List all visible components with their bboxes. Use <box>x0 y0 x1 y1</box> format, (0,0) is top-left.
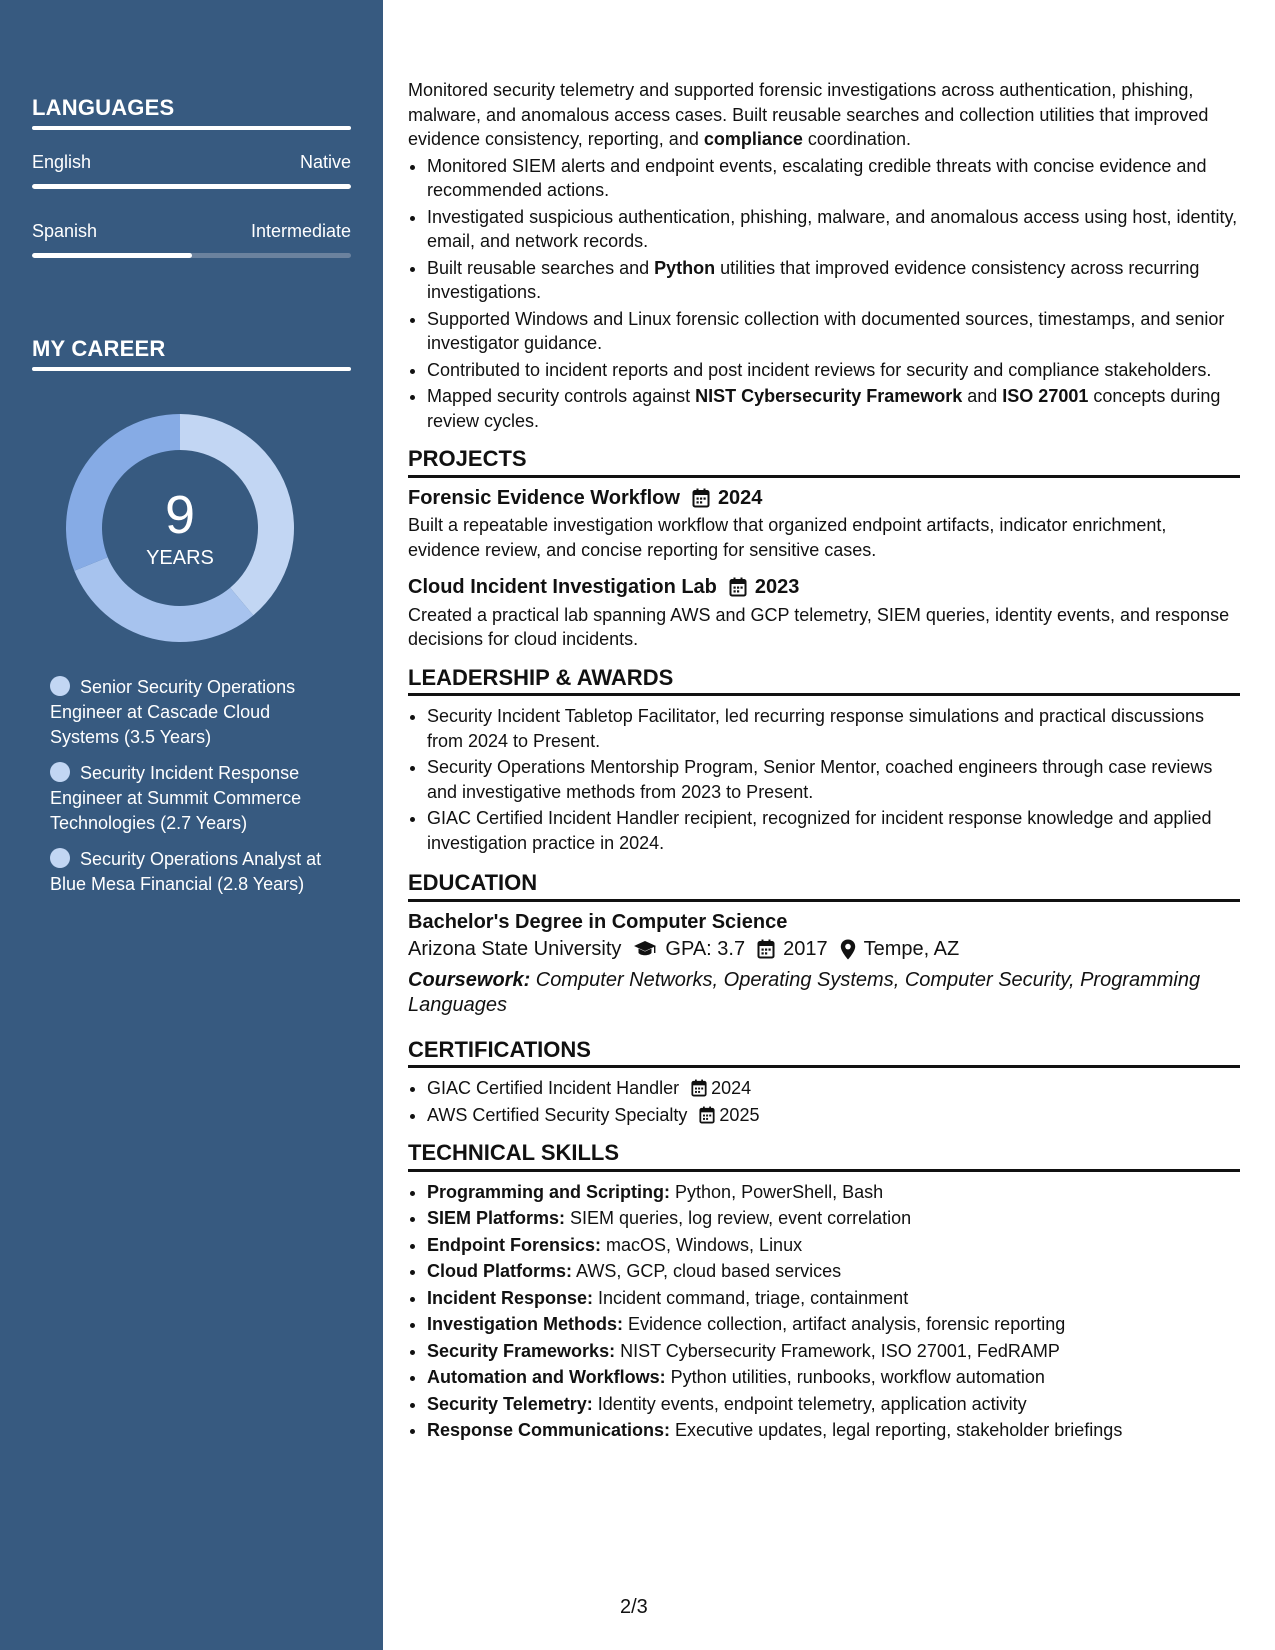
calendar-icon <box>757 939 775 959</box>
experience-bullet: • Mapped security controls against NIST Cybersecurity Framework and ISO 27001 concepts during review cycles. <box>427 384 1240 433</box>
leadership-item: • GIAC Certified Incident Handler recipient, recognized for incident response knowledge and applied investigation practice in 2024. <box>427 806 1240 855</box>
project-title <box>408 575 1240 600</box>
project-description: Built a repeatable investigation workflow that organized endpoint artifacts, indicator enrichment, evidence review, and concise reporting for sensitive cases. <box>408 515 1167 560</box>
experience-bullets <box>408 154 1240 434</box>
skill-value: Identity events, endpoint telemetry, application activity <box>592 1393 1027 1414</box>
skill-value: Evidence collection, artifact analysis, forensic reporting <box>623 1314 1066 1334</box>
project-description: Created a practical lab spanning AWS and GCP telemetry, SIEM queries, identity events, and response decisions for cloud incidents. <box>408 604 1230 649</box>
experience-summary: Monitored security telemetry and supported forensic investigations across authentication, phishing, malware, and anomalous access cases. Built reusable searches and collection utilities that improved evidence consistency, reporting, and compliance coordination. <box>408 80 1209 149</box>
leadership-list <box>408 704 1240 855</box>
skill-label: Incident Response: <box>427 1287 594 1308</box>
language-level: Native <box>299 152 351 172</box>
project-name: Cloud Incident Investigation Lab <box>408 576 717 598</box>
skill-item <box>427 1339 1240 1364</box>
skills-heading: TECHNICAL SKILLS <box>408 1141 1240 1172</box>
language-name: English <box>32 152 92 172</box>
language-proficiency-fill <box>32 184 351 189</box>
total-years: 9 <box>164 484 196 545</box>
certifications-list <box>408 1076 1240 1127</box>
education-degree: Bachelor's Degree in Computer Science <box>408 910 788 933</box>
leadership-item: • Security Incident Tabletop Facilitator, led recurring response simulations and practical discussions from 2024 to Present. <box>427 704 1240 753</box>
skill-label: Response Communications: <box>427 1420 671 1440</box>
project-year: 2023 <box>754 576 800 598</box>
career-item-text: Senior Security Operations Engineer at Cascade Cloud Systems (3.5 Years) <box>50 677 296 747</box>
skill-label: Endpoint Forensics: <box>427 1234 602 1255</box>
skill-item <box>427 1392 1240 1417</box>
language-proficiency-bar <box>32 253 351 258</box>
experience-bullet: • Investigated suspicious authentication, phishing, malware, and anomalous access using host, identity, email, and network records. <box>427 205 1240 254</box>
education-gpa: GPA: 3.7 <box>665 938 746 960</box>
language-level: Intermediate <box>250 221 351 241</box>
career-item-text: Security Operations Analyst at Blue Mesa Financial (2.8 Years) <box>50 849 322 894</box>
certification-item <box>427 1103 1240 1128</box>
experience-bullet: • Monitored SIEM alerts and endpoint events, escalating credible threats with concise evidence and recommended actions. <box>427 154 1240 203</box>
education-location: Tempe, AZ <box>863 938 960 960</box>
skill-value: AWS, GCP, cloud based services <box>572 1261 842 1281</box>
skill-item <box>427 1259 1240 1284</box>
skill-item <box>427 1365 1240 1390</box>
education-school: Arizona State University <box>408 938 622 960</box>
skill-item <box>427 1180 1240 1205</box>
skill-value: Executive updates, legal reporting, stakeholder briefings <box>670 1420 1123 1440</box>
language-proficiency-bar <box>32 184 351 189</box>
main-content <box>408 78 1240 1445</box>
calendar-icon <box>692 488 710 508</box>
skill-value: SIEM queries, log review, event correlation <box>565 1208 912 1228</box>
experience-bullet: • Built reusable searches and Python utilities that improved evidence consistency across recurring investigations. <box>427 256 1240 305</box>
skill-value: NIST Cybersecurity Framework, ISO 27001, FedRAMP <box>615 1340 1060 1361</box>
career-item <box>50 847 330 897</box>
language-proficiency-fill <box>32 253 192 258</box>
language-row <box>32 221 351 242</box>
skill-label: Programming and Scripting: <box>427 1181 671 1202</box>
certification-name: • GIAC Certified Incident Handler <box>427 1078 680 1098</box>
certification-name: • AWS Certified Security Specialty <box>427 1104 688 1125</box>
skill-label: Investigation Methods: <box>427 1314 624 1334</box>
skill-value: macOS, Windows, Linux <box>601 1234 803 1255</box>
calendar-icon <box>691 1079 707 1097</box>
calendar-icon <box>699 1106 715 1124</box>
career-item <box>50 675 330 750</box>
certification-year: 2025 <box>719 1104 760 1125</box>
certification-item <box>427 1076 1240 1101</box>
map-pin-icon <box>840 939 856 960</box>
career-donut-chart <box>65 413 295 643</box>
project-name: Forensic Evidence Workflow <box>408 486 680 509</box>
page-number: 2/3 <box>620 1596 648 1618</box>
skill-label: SIEM Platforms: <box>427 1208 566 1228</box>
skill-label: Security Telemetry: <box>427 1393 593 1414</box>
career-legend-dot <box>50 762 70 782</box>
career-legend-dot <box>50 848 70 868</box>
education-details <box>408 937 1240 962</box>
career-item-text: Security Incident Response Engineer at Summit Commerce Technologies (2.7 Years) <box>50 763 302 833</box>
donut-center <box>65 413 295 643</box>
skill-item <box>427 1206 1240 1231</box>
skill-item <box>427 1312 1240 1337</box>
skill-item <box>427 1418 1240 1443</box>
years-label: YEARS <box>146 546 214 569</box>
graduation-cap-icon <box>633 940 657 958</box>
skill-label: Cloud Platforms: <box>427 1261 573 1281</box>
projects-heading: PROJECTS <box>408 447 1240 478</box>
leadership-heading: LEADERSHIP & AWARDS <box>408 666 1240 697</box>
language-row <box>32 152 351 173</box>
skills-list <box>408 1180 1240 1443</box>
experience-bullet: • Supported Windows and Linux forensic collection with documented sources, timestamps, and senior investigator guidance. <box>427 307 1240 356</box>
language-name: Spanish <box>32 221 98 241</box>
sidebar <box>0 0 383 1650</box>
skill-label: Security Frameworks: <box>427 1340 616 1361</box>
skill-value: Python utilities, runbooks, workflow automation <box>665 1367 1045 1387</box>
education-coursework: Coursework: Computer Networks, Operating Systems, Computer Security, Programming Languages <box>408 968 1201 1016</box>
skill-label: Automation and Workflows: <box>427 1367 666 1387</box>
skill-item <box>427 1233 1240 1258</box>
languages-heading: LANGUAGES <box>32 95 175 120</box>
career-item <box>50 761 330 836</box>
skill-value: Incident command, triage, containment <box>593 1287 909 1308</box>
calendar-icon <box>729 577 747 597</box>
skill-value: Python, PowerShell, Bash <box>670 1181 884 1202</box>
languages-heading-rule <box>32 126 351 130</box>
career-heading-rule <box>32 367 351 371</box>
project-title <box>408 486 1240 511</box>
education-year: 2017 <box>783 938 828 960</box>
certification-year: 2024 <box>711 1078 752 1098</box>
education-heading: EDUCATION <box>408 871 1240 902</box>
leadership-item: • Security Operations Mentorship Program, Senior Mentor, coached engineers through case reviews and investigative methods from 2023 to Present. <box>427 755 1240 804</box>
project-year: 2024 <box>717 486 763 509</box>
skill-item <box>427 1286 1240 1311</box>
career-legend-dot <box>50 676 70 696</box>
career-heading: MY CAREER <box>32 336 166 361</box>
certifications-heading: CERTIFICATIONS <box>408 1038 1240 1069</box>
experience-bullet: • Contributed to incident reports and post incident reviews for security and compliance stakeholders. <box>427 358 1240 383</box>
